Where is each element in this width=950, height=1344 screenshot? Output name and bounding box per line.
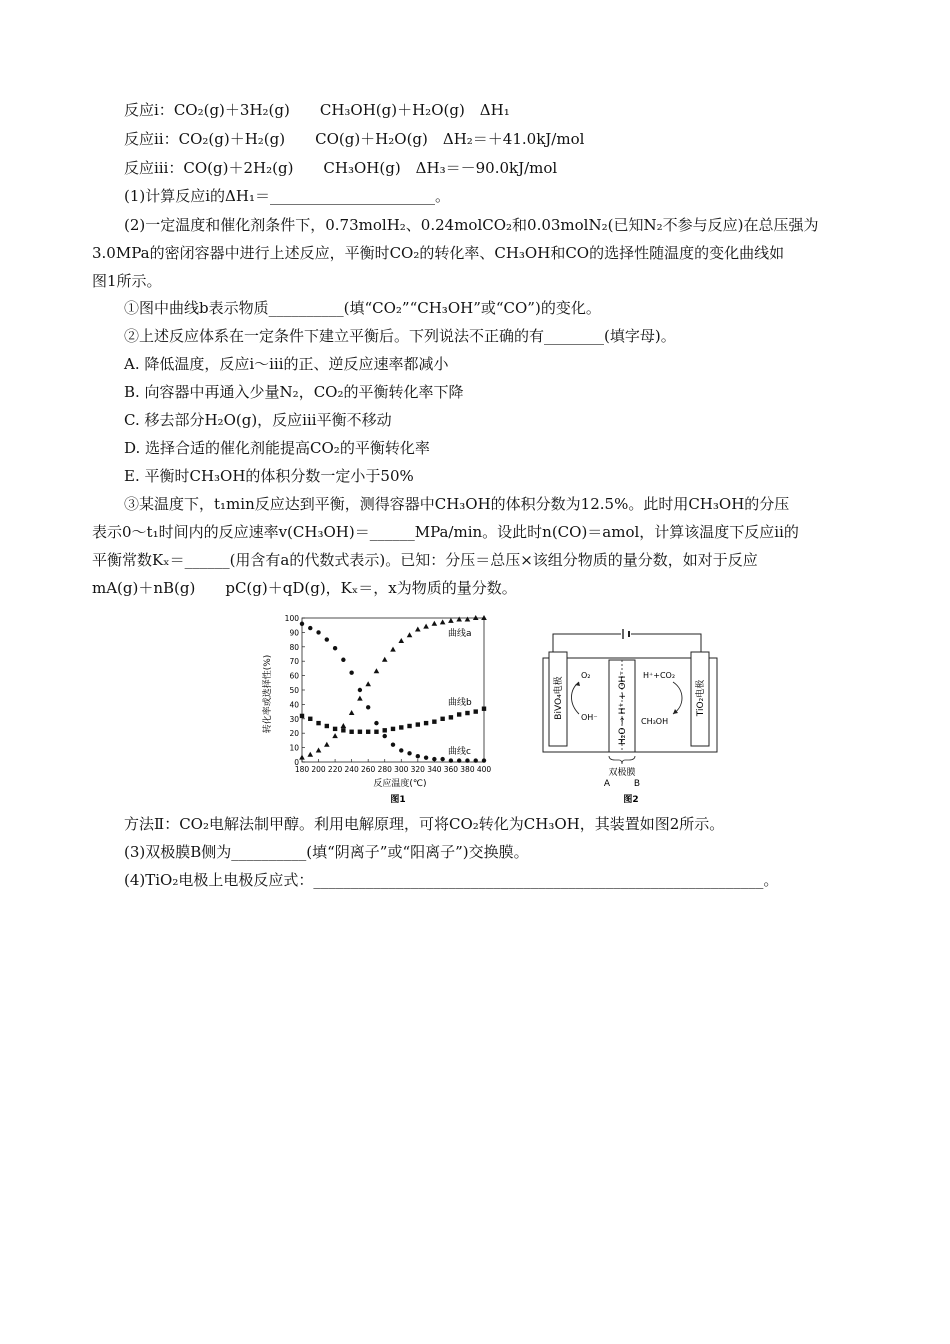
point-curve-a — [481, 615, 487, 620]
curve-a-label: 曲线a — [448, 629, 472, 639]
point-curve-a — [456, 616, 462, 621]
point-curve-b — [383, 728, 387, 732]
y-tick-label: 30 — [289, 714, 299, 724]
question-2-sub-3-line-3: 平衡常数Kₓ＝______(用含有a的代数式表示)。已知：分压＝总压×该组分物质的量分数，如对于反应 — [92, 551, 758, 569]
point-curve-b — [399, 725, 403, 729]
y-tick-label: 10 — [289, 743, 299, 753]
y-tick-label: 90 — [289, 628, 299, 638]
ch3oh-label: CH₃OH — [641, 717, 669, 726]
question-1: (1)计算反应ⅰ的ΔH₁＝______________________。 — [124, 187, 450, 205]
question-2-sub-2: ②上述反应体系在一定条件下建立平衡后。下列说法不正确的有________(填字母)。 — [124, 327, 676, 345]
point-curve-a — [299, 755, 305, 760]
x-tick-label: 360 — [443, 765, 459, 774]
point-curve-b — [333, 727, 337, 731]
y-tick-label: 20 — [289, 729, 299, 739]
point-curve-b — [349, 730, 353, 734]
point-curve-b — [358, 730, 362, 734]
point-curve-b — [316, 721, 320, 725]
x-tick-label: 400 — [476, 765, 492, 774]
point-curve-b — [474, 709, 478, 713]
y-tick-label: 60 — [289, 671, 299, 681]
question-2-line-2: 3.0MPa的密闭容器中进行上述反应，平衡时CO₂的转化率、CH₃OH和CO的选择性随温度的变化曲线如 — [92, 244, 785, 262]
membrane-bracket — [609, 756, 635, 764]
point-curve-c — [407, 751, 411, 755]
figure-2-electrolysis-diagram — [535, 628, 735, 806]
point-curve-a — [432, 621, 438, 626]
question-3: (3)双极膜B侧为__________(填“阴离子”或“阳离子”)交换膜。 — [124, 843, 529, 861]
point-curve-c — [457, 758, 461, 762]
point-curve-b — [449, 715, 453, 719]
point-curve-a — [423, 624, 429, 629]
point-curve-c — [308, 626, 312, 630]
point-curve-b — [341, 728, 345, 732]
option-c: C. 移去部分H₂O(g)，反应ⅲ平衡不移动 — [124, 411, 392, 429]
point-curve-c — [474, 758, 478, 762]
x-tick-label: 320 — [410, 765, 425, 774]
figure-1-chart — [258, 610, 498, 806]
question-2-line-3: 图1所示。 — [92, 272, 162, 290]
question-4: (4)TiO₂电极上电极反应式：____________________________________________________________。 — [124, 871, 779, 889]
point-curve-a — [382, 657, 388, 662]
x-tick-label: 300 — [394, 765, 409, 774]
reaction-2: 反应ⅱ：CO₂(g)＋H₂(g) CO(g)＋H₂O(g) ΔH₂＝＋41.0kJ/mol — [124, 130, 585, 148]
curved-arrow-left-icon — [572, 682, 580, 714]
bivo4-electrode-label: BiVO₄电极 — [554, 676, 564, 720]
point-curve-b — [300, 714, 304, 718]
option-a: A. 降低温度，反应ⅰ～ⅲ的正、逆反应速率都减小 — [124, 355, 449, 373]
point-curve-c — [349, 671, 353, 675]
figure-1-caption: 图1 — [390, 795, 406, 805]
x-tick-label: 180 — [294, 765, 310, 774]
x-tick-label: 380 — [460, 765, 475, 774]
curve-b-label: 曲线b — [448, 698, 472, 708]
reaction-3: 反应ⅲ：CO(g)＋2H₂(g) CH₃OH(g) ΔH₃＝－90.0kJ/mol — [124, 159, 558, 177]
point-curve-c — [482, 758, 486, 762]
point-curve-a — [332, 733, 338, 738]
point-curve-b — [482, 707, 486, 711]
reaction-1: 反应ⅰ：CO₂(g)＋3H₂(g) CH₃OH(g)＋H₂O(g) ΔH₁ — [124, 101, 510, 119]
question-2-sub-1: ①图中曲线b表示物质__________(填“CO₂”“CH₃OH”或“CO”)的变化。 — [124, 299, 601, 317]
point-curve-b — [457, 712, 461, 716]
bipolar-membrane-label: 双极膜 — [608, 768, 636, 778]
point-curve-a — [307, 752, 313, 757]
point-curve-b — [366, 730, 370, 734]
point-curve-c — [300, 622, 304, 626]
point-curve-c — [399, 748, 403, 752]
y-tick-label: 40 — [289, 700, 299, 710]
y-tick-label: 70 — [289, 657, 299, 667]
side-a-label: A — [603, 779, 611, 789]
point-curve-a — [440, 619, 446, 624]
point-curve-a — [407, 632, 413, 637]
point-curve-c — [424, 755, 428, 759]
point-curve-a — [465, 616, 471, 621]
membrane-reaction: H₂O → H⁺ + OH⁻ — [618, 670, 628, 746]
point-curve-c — [325, 637, 329, 641]
point-curve-c — [440, 757, 444, 761]
oh-label-left: OH⁻ — [581, 713, 598, 722]
point-curve-b — [407, 724, 411, 728]
point-curve-b — [391, 727, 395, 731]
question-2-line-1: (2)一定温度和催化剂条件下，0.73molH₂、0.24molCO₂和0.03molN₂(已知N₂不参与反应)在总压强为 — [124, 216, 819, 234]
tio2-electrode-label: TiO₂电极 — [696, 679, 706, 717]
point-curve-a — [357, 696, 363, 701]
point-curve-c — [333, 646, 337, 650]
y-tick-label: 50 — [289, 686, 299, 695]
point-curve-a — [398, 638, 404, 643]
h-co2-label: H⁺+CO₂ — [643, 671, 676, 680]
point-curve-b — [325, 724, 329, 728]
x-tick-label: 240 — [344, 765, 359, 774]
point-curve-c — [449, 758, 453, 762]
plot-frame — [302, 618, 484, 762]
point-curve-a — [415, 627, 421, 632]
x-tick-label: 200 — [311, 765, 326, 774]
point-curve-c — [316, 630, 320, 634]
point-curve-a — [349, 710, 355, 715]
point-curve-c — [341, 658, 345, 662]
x-tick-label: 340 — [427, 765, 442, 774]
figure-1-ylabel: 转化率或选择性(%) — [263, 654, 273, 734]
option-b: B. 向容器中再通入少量N₂，CO₂的平衡转化率下降 — [124, 383, 464, 401]
point-curve-b — [374, 730, 378, 734]
method-2: 方法Ⅱ：CO₂电解法制甲醇。利用电解原理，可将CO₂转化为CH₃OH，其装置如图2所示。 — [124, 815, 725, 833]
point-curve-c — [391, 743, 395, 747]
point-curve-c — [416, 754, 420, 758]
figure-1-xlabel: 反应温度(℃) — [373, 779, 427, 789]
curve-c-label: 曲线c — [448, 747, 471, 757]
point-curve-a — [341, 723, 347, 728]
point-curve-b — [416, 722, 420, 726]
point-curve-a — [374, 668, 380, 673]
o2-label: O₂ — [581, 671, 591, 680]
question-2-sub-3-line-1: ③某温度下，t₁min反应达到平衡，测得容器中CH₃OH的体积分数为12.5%。此时用CH₃OH的分压 — [124, 495, 790, 513]
point-curve-b — [432, 719, 436, 723]
point-curve-b — [308, 717, 312, 721]
point-curve-c — [366, 705, 370, 709]
point-curve-a — [365, 681, 371, 686]
point-curve-a — [324, 742, 330, 747]
point-curve-b — [440, 717, 444, 721]
figure-2-caption: 图2 — [623, 795, 639, 805]
side-b-label: B — [633, 779, 641, 789]
x-tick-label: 260 — [361, 765, 376, 774]
y-tick-label: 100 — [284, 614, 299, 623]
point-curve-c — [383, 734, 387, 738]
point-curve-a — [448, 618, 454, 623]
x-tick-label: 220 — [327, 765, 343, 774]
point-curve-b — [424, 721, 428, 725]
y-tick-label: 0 — [294, 758, 299, 767]
curved-arrow-right-icon — [673, 682, 682, 714]
point-curve-c — [432, 757, 436, 761]
question-2-sub-3-line-4: mA(g)＋nB(g) pC(g)＋qD(g)，Kₓ＝，x为物质的量分数。 — [92, 579, 517, 597]
option-d: D. 选择合适的催化剂能提高CO₂的平衡转化率 — [124, 439, 430, 457]
point-curve-a — [390, 647, 396, 652]
point-curve-c — [374, 721, 378, 725]
point-curve-c — [465, 758, 469, 762]
y-tick-label: 80 — [289, 642, 299, 652]
point-curve-a — [316, 747, 322, 752]
question-2-sub-3-line-2: 表示0～t₁时间内的反应速率v(CH₃OH)＝______MPa/min。设此时n(CO)＝amol，计算该温度下反应ⅱ的 — [92, 523, 799, 541]
point-curve-b — [465, 711, 469, 715]
x-tick-label: 280 — [377, 765, 392, 774]
point-curve-c — [358, 688, 362, 692]
option-e: E. 平衡时CH₃OH的体积分数一定小于50% — [124, 467, 414, 485]
point-curve-a — [473, 615, 479, 620]
